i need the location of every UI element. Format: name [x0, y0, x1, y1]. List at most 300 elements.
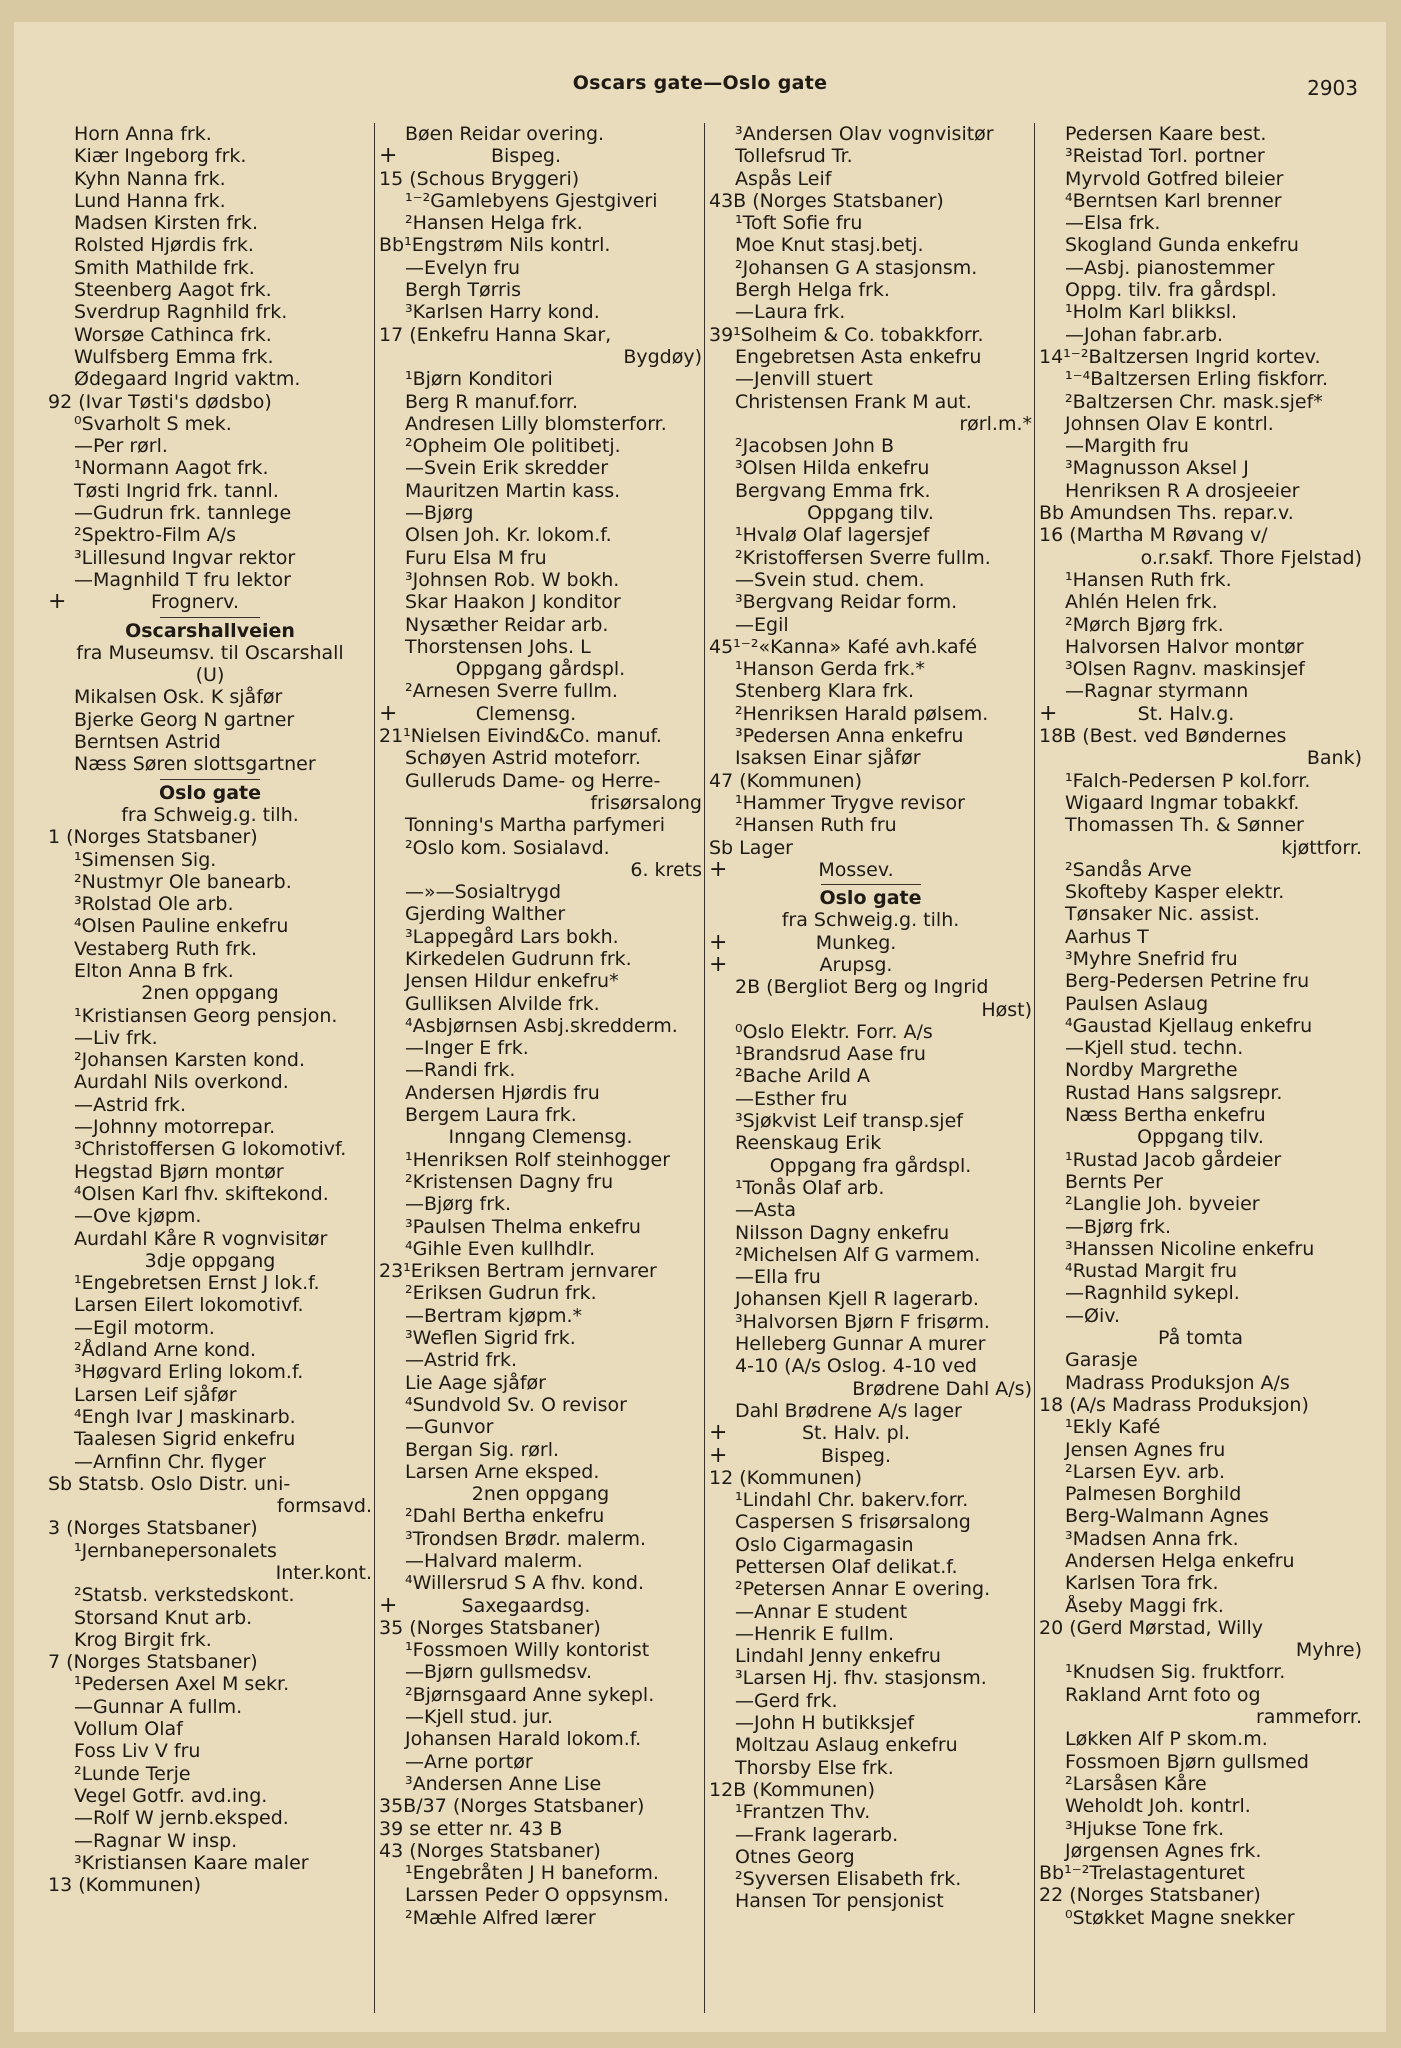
page-header — [14, 62, 1386, 102]
directory-entry: ²Johansen G A stasjonsm. — [735, 256, 978, 279]
directory-entry: —Egil — [735, 613, 789, 636]
cross-street-label: Bispeg. — [820, 1444, 892, 1467]
directory-entry: ³Pedersen Anna enkefru — [735, 725, 964, 748]
directory-page — [14, 22, 1386, 2032]
column-4 — [1034, 123, 1364, 2013]
directory-entry: Lindahl Jenny enkefru — [735, 1645, 941, 1668]
directory-entry: Otnes Georg — [735, 1845, 855, 1868]
directory-entry: —Asta — [735, 1199, 796, 1222]
directory-entry: Pedersen Kaare best. — [1065, 123, 1267, 145]
directory-entry: Hansen Tor pensjonist — [735, 1890, 944, 1913]
cross-street-label: Arupsg. — [819, 953, 893, 976]
directory-entry: —Jenvill stuert — [735, 368, 873, 391]
directory-entry: Berg-Walmann Agnes — [1065, 1505, 1269, 1528]
directory-entry: Tønsaker Nic. assist. — [1065, 903, 1260, 926]
cross-street — [1039, 703, 1362, 725]
directory-entry: ³Andersen Anne Lise — [405, 1772, 602, 1795]
directory-entry: ¹⁻⁴Baltzersen Erling fiskforr. — [1065, 368, 1329, 391]
directory-entry: Helleberg Gunnar A murer — [735, 1333, 986, 1356]
directory-entry: Lund Hanna frk. — [74, 189, 226, 212]
directory-entry: ²Kristoffersen Sverre fullm. — [735, 546, 991, 569]
directory-entry: Nysæther Reidar arb. — [405, 613, 609, 636]
directory-entry: 21¹Nielsen Eivind&Co. manuf. — [379, 725, 662, 748]
directory-entry: —Evelyn fru — [405, 256, 521, 279]
directory-entry: Tonning's Martha parfymeri — [405, 814, 666, 837]
directory-entry: 22 (Norges Statsbaner) — [1039, 1884, 1261, 1907]
directory-entry: 6. krets — [630, 858, 702, 881]
directory-entry: Rolsted Hjørdis frk. — [74, 234, 254, 257]
directory-entry: ²Dahl Bertha enkefru — [405, 1505, 605, 1528]
directory-entry: Nordby Margrethe — [1065, 1059, 1238, 1082]
cross-street — [709, 1445, 1032, 1467]
directory-entry: ¹Jernbanepersonalets — [74, 1539, 277, 1562]
directory-entry: Karlsen Tora frk. — [1065, 1572, 1219, 1595]
directory-entry: ³Weflen Sigrid frk. — [405, 1327, 576, 1350]
directory-entry: —Esther fru — [735, 1087, 848, 1110]
directory-entry: Myhre) — [1295, 1639, 1362, 1662]
directory-entry: Lie Aage sjåfør — [405, 1371, 546, 1394]
directory-entry: ³Olsen Hilda enkefru — [735, 457, 930, 480]
directory-entry: ¹Ekly Kafé — [1065, 1416, 1161, 1439]
directory-entry: —Annar E student — [735, 1600, 908, 1623]
directory-entry: ²Jacobsen John B — [735, 435, 895, 458]
directory-entry: Vollum Olaf — [74, 1718, 183, 1741]
directory-entry: Åseby Maggi frk. — [1065, 1594, 1224, 1617]
directory-entry: Henriksen R A drosjeeier — [1065, 479, 1300, 502]
column-3 — [704, 123, 1034, 2013]
directory-entry: Rustad Hans salgsrepr. — [1065, 1081, 1283, 1104]
directory-entry: Foss Liv V fru — [74, 1740, 201, 1763]
directory-entry: Høst) — [981, 998, 1032, 1021]
directory-entry: ²Henriksen Harald pølsem. — [735, 702, 989, 725]
directory-entry: ⁴Gihle Even kullhdlr. — [405, 1237, 596, 1260]
directory-entry: ³Christoffersen G lokomotivf. — [74, 1138, 347, 1161]
directory-entry: —Astrid frk. — [405, 1349, 518, 1372]
directory-entry: Thorstensen Johs. L — [405, 635, 591, 658]
section-divider — [160, 779, 260, 780]
directory-entry: Halvorsen Halvor montør — [1065, 635, 1304, 658]
directory-entry: Smith Mathilde frk. — [74, 256, 255, 279]
directory-entry: Ahlén Helen frk. — [1065, 591, 1218, 614]
directory-entry: 2nen oppgang — [471, 1483, 610, 1506]
directory-entry: ¹Fossmoen Willy kontorist — [405, 1639, 650, 1662]
directory-entry: ²Michelsen Alf G varmem. — [735, 1243, 981, 1266]
directory-entry: Næss Bertha enkefru — [1065, 1104, 1266, 1127]
cross-street — [379, 145, 702, 167]
directory-entry: Johansen Harald lokom.f. — [405, 1728, 642, 1751]
directory-entry: 20 (Gerd Mørstad, Willy — [1039, 1616, 1264, 1639]
directory-entry: 2nen oppgang — [141, 982, 279, 1005]
directory-entry: Andersen Helga enkefru — [1065, 1550, 1295, 1572]
directory-entry: ²Bache Arild A — [735, 1065, 870, 1088]
directory-entry: ⁰Oslo Elektr. Forr. A/s — [735, 1020, 933, 1043]
directory-entry: —John H butikksjef — [735, 1712, 915, 1735]
directory-entry: 35B/37 (Norges Statsbaner) — [379, 1795, 645, 1818]
directory-entry: Gjerding Walther — [405, 903, 566, 926]
column-2 — [374, 123, 704, 2013]
cross-street-icon: + — [1039, 702, 1058, 726]
cross-street-label: St. Halv. pl. — [801, 1422, 911, 1445]
directory-entry: 2B (Bergliot Berg og Ingrid — [735, 976, 989, 999]
street-heading: Oslo gate — [158, 781, 262, 804]
cross-street-label: Mossev. — [818, 858, 894, 881]
directory-entry: Bb¹Engstrøm Nils kontrl. — [379, 234, 611, 257]
directory-entry: Palmesen Borghild — [1065, 1483, 1242, 1506]
directory-entry: Isaksen Einar sjåfør — [735, 747, 921, 770]
directory-entry: —Bertram kjøpm.* — [405, 1304, 583, 1327]
directory-entry: —Halvard malerm. — [405, 1550, 583, 1572]
cross-street-icon: + — [379, 145, 398, 168]
directory-entry: ³Paulsen Thelma enkefru — [405, 1215, 641, 1238]
directory-entry: —Kjell stud. jur. — [405, 1706, 553, 1729]
directory-entry: —Magnhild T fru lektor — [74, 568, 291, 591]
directory-entry: Jensen Agnes fru — [1065, 1438, 1226, 1461]
directory-entry: —Gudrun frk. tannlege — [74, 502, 292, 525]
directory-entry: ³Høgvard Erling lokom.f. — [74, 1361, 304, 1384]
directory-entry: ²Bjørnsgaard Anne sykepl. — [405, 1683, 655, 1706]
directory-entry: Bernts Per — [1065, 1170, 1163, 1193]
directory-entry: Wigaard Ingmar tobakkf. — [1065, 791, 1300, 814]
directory-entry: Bergh Helga frk. — [735, 279, 890, 302]
directory-entry: ¹Falch-Pedersen P kol.forr. — [1065, 769, 1311, 792]
directory-entry: frisørsalong — [590, 791, 702, 814]
directory-entry: ¹Engebråten J H baneform. — [405, 1862, 659, 1885]
directory-entry: Fossmoen Bjørn gullsmed — [1065, 1750, 1309, 1773]
directory-entry: ²Nustmyr Ole banearb. — [74, 870, 292, 893]
directory-entry: Caspersen S frisørsalong — [735, 1511, 971, 1534]
directory-entry: 3dje oppgang — [144, 1249, 276, 1272]
directory-entry: ³Sjøkvist Leif transp.sjef — [735, 1110, 963, 1133]
directory-entry: Berg-Pedersen Petrine fru — [1065, 970, 1310, 993]
street-heading: Oslo gate — [819, 887, 922, 910]
section-divider — [821, 884, 921, 885]
directory-entry: ¹Kristiansen Georg pensjon. — [74, 1004, 338, 1027]
directory-entry: —Margith fru — [1065, 435, 1189, 458]
cross-street-label: St. Halv.g. — [1137, 702, 1235, 725]
directory-entry: 12 (Kommunen) — [709, 1466, 863, 1489]
cross-street — [709, 859, 1032, 881]
directory-entry: Madsen Kirsten frk. — [74, 212, 258, 235]
directory-entry: ²Sandås Arve — [1065, 858, 1192, 881]
directory-entry: ²Larsåsen Kåre — [1065, 1772, 1207, 1795]
directory-entry: 23¹Eriksen Bertram jernvarer — [379, 1260, 657, 1283]
directory-entry: ²Mæhle Alfred lærer — [405, 1906, 596, 1929]
directory-entry: ³Myhre Snefrid fru — [1065, 947, 1238, 970]
directory-entry: ⁴Sundvold Sv. O revisor — [405, 1393, 627, 1416]
directory-entry: ¹Normann Aagot frk. — [74, 457, 269, 480]
directory-entry: ²Oslo kom. Sosialavd. — [405, 836, 610, 859]
directory-entry: Myrvold Gotfred bileier — [1065, 167, 1284, 190]
directory-entry: Reenskaug Erik — [735, 1132, 882, 1155]
directory-entry: —Astrid frk. — [74, 1093, 187, 1116]
directory-entry: Mauritzen Martin kass. — [405, 479, 621, 502]
directory-entry: Andresen Lilly blomsterforr. — [405, 412, 667, 435]
directory-entry: Aurdahl Nils overkond. — [74, 1071, 289, 1094]
directory-entry: Inter.kont. — [275, 1562, 372, 1584]
directory-entry: ³Hanssen Nicoline enkefru — [1065, 1237, 1315, 1260]
cross-street-icon: + — [709, 858, 728, 882]
directory-entry: ²Langlie Joh. byveier — [1065, 1193, 1260, 1216]
directory-entry: 12B (Kommunen) — [709, 1778, 876, 1801]
directory-entry: ²Lunde Terje — [74, 1762, 191, 1785]
directory-entry: 47 (Kommunen) — [709, 769, 863, 792]
directory-entry: 39¹Solheim & Co. tobakkforr. — [709, 323, 984, 346]
directory-entry: Aspås Leif — [735, 167, 832, 190]
directory-entry: —Egil motorm. — [74, 1316, 215, 1339]
page-title: Oscars gate—Oslo gate — [572, 72, 828, 94]
cross-street-icon: + — [48, 591, 67, 614]
section-divider — [160, 617, 260, 618]
directory-entry: 16 (Martha M Røvang v/ — [1039, 524, 1268, 547]
directory-entry: Vestaberg Ruth frk. — [74, 937, 257, 960]
cross-street-label: Clemensg. — [475, 702, 577, 725]
directory-entry: Bb¹⁻²Trelastagenturet — [1039, 1862, 1245, 1885]
directory-entry: Johnsen Olav E kontrl. — [1065, 412, 1274, 435]
directory-entry: 1 (Norges Statsbaner) — [48, 826, 258, 849]
cross-street-icon: + — [379, 1594, 398, 1617]
directory-entry: Schøyen Astrid moteforr. — [405, 747, 641, 770]
directory-entry: —Svein stud. chem. — [735, 568, 925, 591]
cross-street — [379, 703, 702, 725]
directory-entry: ²Opheim Ole politibetj. — [405, 435, 621, 458]
directory-entry: Hegstad Bjørn montør — [74, 1160, 284, 1183]
cross-street-icon: + — [709, 1444, 728, 1467]
cross-street — [379, 1595, 702, 1617]
directory-entry: ¹Toft Sofie fru — [735, 212, 863, 235]
directory-entry: Sb Lager — [709, 836, 793, 859]
directory-entry: —Ove kjøpm. — [74, 1205, 202, 1228]
directory-entry: Oppgang tilv. — [807, 502, 934, 525]
directory-entry: —Ragnar styrmann — [1065, 680, 1249, 703]
directory-entry: Gulleruds Dame- og Herre- — [405, 769, 661, 792]
directory-entry: ²Kristensen Dagny fru — [405, 1170, 614, 1193]
directory-entry: ³Lillesund Ingvar rektor — [74, 546, 296, 569]
directory-entry: Olsen Joh. Kr. lokom.f. — [405, 524, 612, 547]
directory-entry: Pettersen Olaf delikat.f. — [735, 1556, 958, 1578]
directory-entry: ¹Hammer Trygve revisor — [735, 791, 965, 814]
directory-entry: Johansen Kjell R lagerarb. — [735, 1288, 979, 1311]
cross-street-icon: + — [709, 1422, 728, 1445]
directory-entry: (U) — [195, 664, 225, 687]
directory-entry: —Johnny motorrepar. — [74, 1116, 276, 1139]
directory-entry: Weholdt Joh. kontrl. — [1065, 1795, 1251, 1818]
cross-street — [48, 591, 372, 613]
directory-entry: Bergem Laura frk. — [405, 1104, 577, 1127]
directory-entry: 43B (Norges Statsbaner) — [709, 189, 944, 212]
directory-entry: formsavd. — [276, 1495, 372, 1518]
directory-entry: 45¹⁻²«Kanna» Kafé avh.kafé — [709, 635, 978, 658]
directory-entry: Jørgensen Agnes frk. — [1065, 1839, 1262, 1862]
directory-entry: ¹Tonås Olaf arb. — [735, 1176, 885, 1199]
directory-entry: ³Magnusson Aksel J — [1065, 457, 1249, 480]
directory-entry: Larsen Arne eksped. — [405, 1460, 600, 1483]
directory-entry: ²Petersen Annar E overing. — [735, 1578, 991, 1601]
directory-entry: ¹Hansen Ruth frk. — [1065, 568, 1232, 591]
directory-entry: Furu Elsa M fru — [405, 546, 547, 569]
directory-entry: —Gerd frk. — [735, 1689, 838, 1712]
directory-entry: —Henrik E fullm. — [735, 1622, 895, 1645]
directory-entry: Sverdrup Ragnhild frk. — [74, 301, 288, 324]
directory-entry: 4-10 (A/s Oslog. 4-10 ved — [735, 1355, 977, 1378]
directory-entry: Oppgang fra gårdspl. — [769, 1154, 972, 1177]
directory-entry: Gulliksen Alvilde frk. — [405, 992, 600, 1015]
directory-columns — [44, 123, 1364, 2013]
directory-entry: —Arnfinn Chr. flyger — [74, 1450, 266, 1473]
directory-entry: ²Statsb. verkstedskont. — [74, 1584, 295, 1607]
cross-street — [709, 932, 1032, 954]
cross-street-label: Saxegaardsg. — [461, 1594, 591, 1617]
directory-entry: —Bjørg — [405, 502, 474, 525]
directory-entry: ³Karlsen Harry kond. — [405, 301, 600, 324]
directory-entry: Larssen Peder O oppsynsm. — [405, 1884, 670, 1907]
directory-entry: Paulsen Aslaug — [1065, 992, 1209, 1015]
directory-entry: ²Mørch Bjørg frk. — [1065, 613, 1224, 636]
directory-entry: —Ella fru — [735, 1266, 821, 1289]
directory-entry: 17 (Enkefru Hanna Skar, — [379, 323, 612, 346]
directory-entry: Aarhus T — [1065, 925, 1149, 948]
directory-entry: Løkken Alf P skom.m. — [1065, 1728, 1268, 1751]
directory-entry: Krog Birgit frk. — [74, 1628, 212, 1651]
directory-entry: Dahl Brødrene A/s lager — [735, 1399, 962, 1422]
directory-entry: —Asbj. pianostemmer — [1065, 256, 1275, 279]
directory-entry: ⁴Engh Ivar J maskinarb. — [74, 1405, 296, 1428]
directory-entry: Berg R manuf.forr. — [405, 390, 579, 413]
directory-entry: 92 (Ivar Tøsti's dødsbo) — [48, 390, 272, 413]
directory-entry: Jensen Hildur enkefru* — [405, 970, 619, 993]
directory-entry: ³Madsen Anna frk. — [1065, 1527, 1239, 1550]
directory-entry: ²Eriksen Gudrun frk. — [405, 1282, 597, 1305]
directory-entry: Sb Statsb. Oslo Distr. uni- — [48, 1472, 291, 1495]
directory-entry: —Bjørn gullsmedsv. — [405, 1661, 593, 1684]
cross-street-icon: + — [709, 953, 728, 977]
directory-entry: ³Bergvang Reidar form. — [735, 591, 958, 614]
directory-entry: kjøttforr. — [1281, 836, 1362, 859]
directory-entry: ¹Pedersen Axel M sekr. — [74, 1673, 290, 1696]
column-1 — [44, 123, 374, 2013]
directory-entry: —Inger E frk. — [405, 1037, 529, 1060]
directory-entry: Bjerke Georg N gartner — [74, 708, 295, 731]
directory-entry: ¹Hanson Gerda frk.* — [735, 658, 925, 681]
directory-entry: —Svein Erik skredder — [405, 457, 609, 480]
directory-entry: Tollefsrud Tr. — [735, 145, 853, 168]
directory-entry: —Randi frk. — [405, 1059, 516, 1082]
directory-entry: Taalesen Sigrid enkefru — [74, 1428, 296, 1451]
directory-entry: —Liv frk. — [74, 1026, 158, 1049]
directory-entry: Thomassen Th. & Sønner — [1065, 814, 1304, 837]
directory-entry: —Kjell stud. techn. — [1065, 1037, 1244, 1060]
directory-entry: Wulfsberg Emma frk. — [74, 345, 274, 368]
cross-street-label: Munkeg. — [815, 931, 897, 954]
directory-entry: ²Baltzersen Chr. mask.sjef* — [1065, 390, 1323, 413]
directory-entry: 13 (Kommunen) — [48, 1874, 202, 1897]
directory-entry: ³Johnsen Rob. W bokh. — [405, 568, 620, 591]
directory-entry: ⁴Olsen Karl fhv. skiftekond. — [74, 1182, 329, 1205]
directory-entry: Oppgang tilv. — [1137, 1126, 1264, 1149]
directory-entry: ¹Frantzen Thv. — [735, 1801, 871, 1824]
directory-entry: 7 (Norges Statsbaner) — [48, 1651, 258, 1674]
directory-entry: ⁰Svarholt S mek. — [74, 412, 232, 435]
directory-entry: Bygdøy) — [623, 345, 702, 368]
directory-entry: Tøsti Ingrid frk. tannl. — [74, 479, 279, 502]
directory-entry: Bergh Tørris — [405, 279, 522, 302]
directory-entry: Brødrene Dahl A/s) — [852, 1377, 1032, 1400]
directory-entry: —Frank lagerarb. — [735, 1823, 899, 1846]
directory-entry: 3 (Norges Statsbaner) — [48, 1517, 258, 1540]
directory-entry: Vegel Gotfr. avd.ing. — [74, 1784, 268, 1807]
directory-entry: rammeforr. — [1255, 1706, 1362, 1729]
directory-entry: ³Andersen Olav vognvisitør — [735, 123, 994, 145]
directory-entry: ²Hansen Helga frk. — [405, 212, 583, 235]
directory-entry: 39 se etter nr. 43 B — [379, 1817, 563, 1840]
directory-entry: —Øiv. — [1065, 1304, 1121, 1327]
directory-entry: ⁴Asbjørnsen Asbj.skredderm. — [405, 1014, 678, 1037]
directory-entry: ²Arnesen Sverre fullm. — [405, 680, 618, 703]
directory-entry: Nilsson Dagny enkefru — [735, 1221, 950, 1244]
directory-entry: ¹Brandsrud Aase fru — [735, 1043, 926, 1066]
cross-street-label: Frognerv. — [151, 591, 239, 614]
directory-entry: Næss Søren slottsgartner — [74, 753, 316, 776]
directory-entry: Skofteby Kasper elektr. — [1065, 881, 1285, 904]
directory-entry: Rakland Arnt foto og — [1065, 1683, 1261, 1706]
directory-entry: ¹Lindahl Chr. bakerv.forr. — [735, 1489, 969, 1512]
directory-entry: Inngang Clemensg. — [448, 1126, 633, 1149]
directory-entry: ¹Knudsen Sig. fruktforr. — [1065, 1661, 1286, 1684]
directory-entry: Bb Amundsen Ths. repar.v. — [1039, 502, 1294, 525]
directory-entry: ³Reistad Torl. portner — [1065, 145, 1265, 168]
directory-entry: ²Johansen Karsten kond. — [74, 1049, 306, 1072]
directory-entry: ¹Henriksen Rolf steinhogger — [405, 1148, 671, 1171]
cross-street-icon: + — [379, 702, 398, 726]
directory-entry: ³Hjukse Tone frk. — [1065, 1817, 1225, 1840]
directory-entry: fra Schweig.g. tilh. — [121, 803, 299, 826]
directory-entry: fra Museumsv. til Oscarshall — [76, 641, 344, 664]
directory-entry: ⁴Rustad Margit fru — [1065, 1260, 1237, 1283]
directory-entry: —Ragnhild sykepl. — [1065, 1282, 1240, 1305]
directory-entry: —Bjørg frk. — [405, 1193, 512, 1216]
directory-entry: ²Ådland Arne kond. — [74, 1339, 257, 1362]
cross-street — [709, 1422, 1032, 1444]
directory-entry: —Laura frk. — [735, 301, 846, 324]
directory-entry: Horn Anna frk. — [74, 123, 212, 145]
directory-entry: Berntsen Astrid — [74, 731, 221, 754]
directory-entry: ⁰Støkket Magne snekker — [1065, 1906, 1295, 1929]
street-heading: Oscarshallveien — [125, 619, 295, 642]
directory-entry: Storsand Knut arb. — [74, 1606, 253, 1629]
directory-entry: Mikalsen Osk. K sjåfør — [74, 686, 283, 709]
directory-entry: ³Kristiansen Kaare maler — [74, 1851, 309, 1874]
directory-entry: ¹Rustad Jacob gårdeier — [1065, 1148, 1282, 1171]
directory-entry: Christensen Frank M aut. — [735, 390, 972, 413]
directory-entry: ⁴Olsen Pauline enkefru — [74, 915, 289, 938]
directory-entry: —Gunvor — [405, 1416, 494, 1439]
directory-entry: Garasje — [1065, 1349, 1138, 1372]
directory-entry: 18 (A/s Madrass Produksjon) — [1039, 1393, 1309, 1416]
directory-entry: ²Syversen Elisabeth frk. — [735, 1868, 962, 1891]
cross-street-icon: + — [709, 931, 728, 954]
directory-entry: ¹Bjørn Konditori — [405, 368, 553, 391]
directory-entry: Larsen Eilert lokomotivf. — [74, 1294, 304, 1317]
directory-entry: Oppg. tilv. fra gårdspl. — [1065, 279, 1277, 302]
directory-entry: —Ragnar W insp. — [74, 1829, 238, 1852]
directory-entry: —Arne portør — [405, 1750, 533, 1773]
cross-street — [709, 954, 1032, 976]
directory-entry: ¹Hvalø Olaf lagersjef — [735, 524, 930, 547]
directory-entry: 35 (Norges Statsbaner) — [379, 1616, 601, 1639]
directory-entry: Skogland Gunda enkefru — [1065, 234, 1299, 257]
directory-entry: ⁴Gaustad Kjellaug enkefru — [1065, 1014, 1313, 1037]
directory-entry: ¹Simensen Sig. — [74, 848, 217, 871]
page-number: 2903 — [1307, 76, 1358, 100]
